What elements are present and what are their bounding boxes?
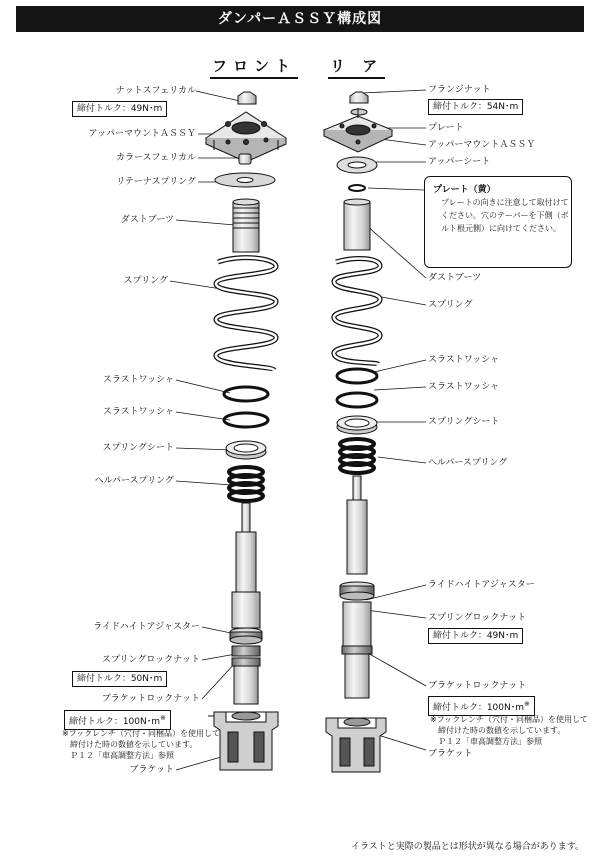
front-note-line1: ※フックレンチ（穴付・同梱品）を使用して (62, 729, 220, 738)
rear-label-plate: プレート (428, 123, 464, 133)
front-label-spring-lock-nut: スプリングロックナット (101, 655, 200, 665)
front-nut-torque: 締付トルク：49N･m (72, 101, 167, 117)
front-label-retainer: リテーナスプリング (116, 177, 196, 187)
front-label-spring-seat: スプリングシート (102, 443, 174, 453)
rear-bracket-lock-torque-value: 締付トルク：100N･m (433, 703, 524, 713)
rear-column-heading: リ ア (328, 55, 385, 79)
rear-label-flange-nut: フランジナット (428, 85, 491, 95)
front-label-dust-boot: ダストブーツ (120, 215, 174, 225)
front-label-upper-mount: アッパーマウントＡＳＳＹ (88, 129, 196, 139)
rear-label-upper-seat: アッパーシート (428, 157, 491, 167)
rear-label-bracket: ブラケット (428, 749, 473, 759)
rear-plate-note-title: プレート（黄） (433, 185, 496, 195)
rear-plate-note-body: プレートの向きに注意して取付けてください。穴のテーパーを下側（ボルト根元側）に向けてください。 (441, 198, 569, 233)
front-bracket-lock-torque-mark: ※ (160, 714, 166, 722)
rear-label-bracket-lock-nut: ブラケットロックナット (428, 681, 527, 691)
front-label-bracket: ブラケット (129, 765, 174, 775)
rear-note-line3: Ｐ１２「車高調整方法」参照 (438, 737, 542, 746)
rear-note-line1: ※フックレンチ（穴付・同梱品）を使用して (430, 715, 588, 724)
rear-label-spring-seat: スプリングシート (428, 417, 500, 427)
rear-plate-note-box (424, 176, 572, 268)
rear-label-upper-mount: アッパーマウントＡＳＳＹ (428, 140, 536, 150)
front-note-line2: 締付けた時の数値を示しています。 (70, 740, 198, 749)
rear-flange-torque: 締付トルク：54N･m (428, 99, 523, 115)
rear-label-dust-boot: ダストブーツ (428, 273, 482, 283)
rear-label-spring: スプリング (428, 300, 473, 310)
front-label-thrust-washer-2: スラストワッシャ (102, 407, 174, 417)
front-label-spring: スプリング (123, 276, 168, 286)
front-column-heading: フロント (210, 55, 298, 79)
leader-lines (170, 90, 426, 770)
front-note-line3: Ｐ１２「車高調整方法」参照 (70, 751, 174, 760)
rear-bracket-lock-torque-mark: ※ (524, 700, 530, 708)
front-label-nut: ナットスフェリカル (115, 86, 196, 96)
front-label-helper-spring: ヘルパースプリング (94, 476, 174, 486)
rear-label-thrust-washer-1: スラストワッシャ (428, 355, 500, 365)
front-label-ride-height-adjuster: ライドハイトアジャスター (93, 622, 200, 632)
rear-label-ride-height-adjuster: ライドハイトアジャスター (428, 580, 535, 590)
front-damper-art (206, 92, 286, 770)
page-title: ダンパーＡＳＳＹ構成図 (16, 6, 584, 32)
rear-note-line2: 締付けた時の数値を示しています。 (438, 726, 566, 735)
disclaimer: イラストと実際の製品とは形状が異なる場合があります。 (350, 842, 584, 852)
rear-label-thrust-washer-2: スラストワッシャ (428, 382, 500, 392)
front-label-bracket-lock-nut: ブラケットロックナット (101, 694, 200, 704)
rear-label-spring-lock-nut: スプリングロックナット (428, 613, 527, 623)
front-label-collar: カラースフェリカル (115, 153, 196, 163)
front-bracket-lock-torque (64, 710, 171, 730)
rear-label-helper-spring: ヘルパースプリング (428, 458, 508, 468)
front-label-thrust-washer-1: スラストワッシャ (102, 375, 174, 385)
rear-damper-art (324, 92, 392, 772)
rear-spring-lock-torque: 締付トルク：49N･m (428, 628, 523, 644)
front-bracket-lock-torque-value: 締付トルク：100N･m (69, 717, 160, 727)
front-spring-lock-torque: 締付トルク：50N･m (72, 671, 167, 687)
rear-bracket-lock-torque (428, 696, 535, 716)
